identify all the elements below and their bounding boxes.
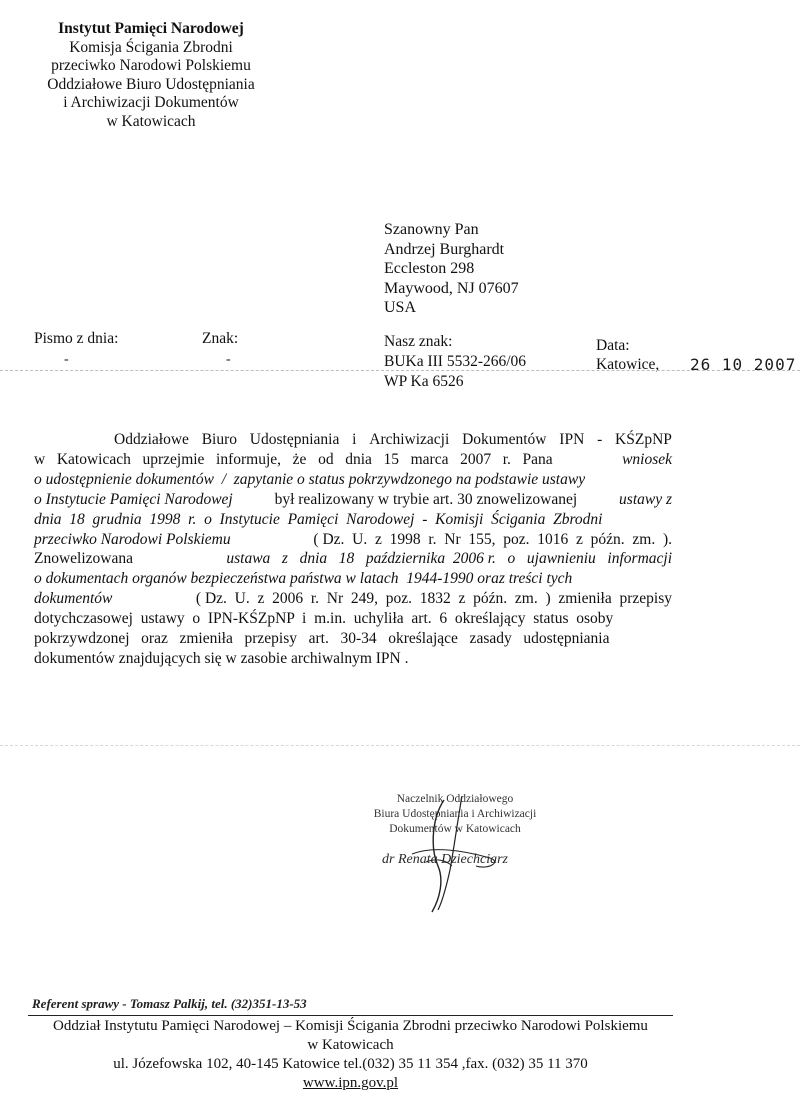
pismo-label: Pismo z dnia:: [34, 330, 119, 347]
body-word: KŚZpNP: [615, 431, 672, 448]
body-word: Biuro: [201, 431, 237, 448]
body-text-italic: wniosek: [622, 450, 672, 468]
recipient-line: Maywood, NJ 07607: [384, 279, 519, 297]
body-text-italic: o Instytucie Pamięci Narodowej: [34, 490, 233, 508]
body-line: [34, 430, 672, 450]
znak-value: -: [226, 352, 231, 367]
body-word: Archiwizacji: [369, 431, 450, 448]
body-text: dotychczasowej ustawy o IPN-KŚZpNP i m.in. uchyliła art. 6 określający status osoby: [34, 610, 614, 628]
body-line: [34, 490, 672, 510]
body-text: ( Dz. U. z 2006 r. Nr 249, poz. 1832 z późn. zm. ) zmieniła przepisy: [195, 590, 672, 608]
body-line: [34, 649, 672, 669]
body-text: był realizowany w trybie art. 30 znowelizowanej: [274, 490, 578, 508]
body-line: [34, 470, 672, 490]
institution-line: przeciwko Narodowi Polskiemu: [51, 57, 251, 74]
body-word: IPN: [559, 431, 585, 448]
body-text: w Katowicach uprzejmie informuje, że od dnia 15 marca 2007 r. Pana: [34, 450, 553, 468]
footer-rule: [28, 1015, 673, 1016]
body-line: [34, 589, 672, 609]
letter-body: [34, 430, 672, 669]
body-line: [34, 510, 672, 530]
body-line: [34, 549, 672, 569]
body-text: pokrzywdzonej oraz zmieniła przepisy art. 30-34 określające zasady udostępniania: [34, 630, 610, 648]
footer: [28, 1017, 673, 1093]
body-text-italic: przeciwko Narodowi Polskiemu: [34, 530, 231, 548]
body-line: [34, 450, 672, 470]
date-value: 26 10 2007: [690, 355, 797, 374]
institution-line: i Archiwizacji Dokumentów: [63, 94, 239, 111]
body-text-italic: dokumentów: [34, 590, 113, 608]
body-text: ( Dz. U. z 1998 r. Nr 155, poz. 1016 z późn. zm. ).: [313, 530, 672, 548]
body-word: Oddziałowe: [114, 431, 189, 448]
institution-line: Oddziałowe Biuro Udostępniania: [47, 75, 255, 93]
body-text-italic: dnia 18 grudnia 1998 r. o Instytucie Pamięci Narodowej - Komisji Ścigania Zbrodni: [34, 510, 603, 528]
body-line: [34, 569, 672, 589]
stamp-line: Dokumentów w Katowicach: [389, 823, 521, 835]
recipient-line: Eccleston 298: [384, 260, 475, 277]
nasz-znak-label: Nasz znak:: [384, 333, 453, 350]
pismo-value: -: [64, 352, 69, 367]
body-word: i: [352, 431, 357, 448]
footer-line: w Katowicach: [307, 1037, 394, 1053]
nasz-znak-line1: BUKa III 5532-266/06: [384, 353, 527, 370]
body-text-italic: o dokumentach organów bezpieczeństwa państwa w latach 1944-1990 oraz treści tych: [34, 570, 573, 588]
recipient-line: USA: [384, 299, 417, 316]
body-word: -: [597, 431, 603, 448]
data-place: Katowice,: [596, 356, 660, 373]
institution-header: [16, 20, 286, 131]
nasz-znak-line2: WP Ka 6526: [384, 373, 464, 390]
institution-line: Komisja Ścigania Zbrodni: [69, 38, 233, 56]
handwritten-signature: [392, 788, 572, 928]
znak-label: Znak:: [202, 330, 239, 347]
institution-name: Instytut Pamięci Narodowej: [58, 20, 244, 37]
recipient-line: Szanowny Pan: [384, 221, 479, 238]
institution-line: w Katowicach: [106, 112, 196, 130]
referent-note: Referent sprawy - Tomasz Palkij, tel. (32)351-13-53: [32, 996, 307, 1011]
stamp-name: dr Renata Dziechciarz: [382, 852, 508, 867]
recipient-line: Andrzej Burghardt: [384, 240, 505, 258]
footer-line: Oddział Instytutu Pamięci Narodowej – Komisji Ścigania Zbrodni przeciwko Narodowi Polskiemu: [53, 1018, 648, 1034]
body-text-italic: ustawa z dnia 18 października 2006 r. o ujawnieniu informacji: [226, 550, 672, 568]
stamp-line: Naczelnik Oddziałowego: [396, 793, 514, 805]
data-label: Data:: [596, 337, 630, 354]
body-text: Znowelizowana: [34, 550, 133, 568]
body-line: [34, 609, 672, 629]
stamp-line: Biura Udostępniania i Archiwizacji: [373, 808, 537, 820]
body-text-italic: ustawy z: [619, 490, 672, 508]
body-text: dokumentów znajdujących się w zasobie archiwalnym IPN .: [34, 649, 409, 667]
recipient-address: [384, 220, 519, 318]
body-line: [34, 629, 672, 649]
body-word: Udostępniania: [249, 431, 340, 448]
fold-line: [0, 745, 800, 746]
body-line: [34, 530, 672, 550]
reference-divider: [0, 370, 800, 371]
footer-url-link[interactable]: www.ipn.gov.pl: [302, 1075, 399, 1091]
body-word: Dokumentów: [462, 431, 547, 448]
body-text-italic: o udostępnienie dokumentów / zapytanie o status pokrzywdzonego na podstawie ustawy: [34, 470, 586, 488]
footer-address: ul. Józefowska 102, 40-145 Katowice tel.(032) 35 11 354 ,fax. (032) 35 11 370: [113, 1056, 588, 1072]
